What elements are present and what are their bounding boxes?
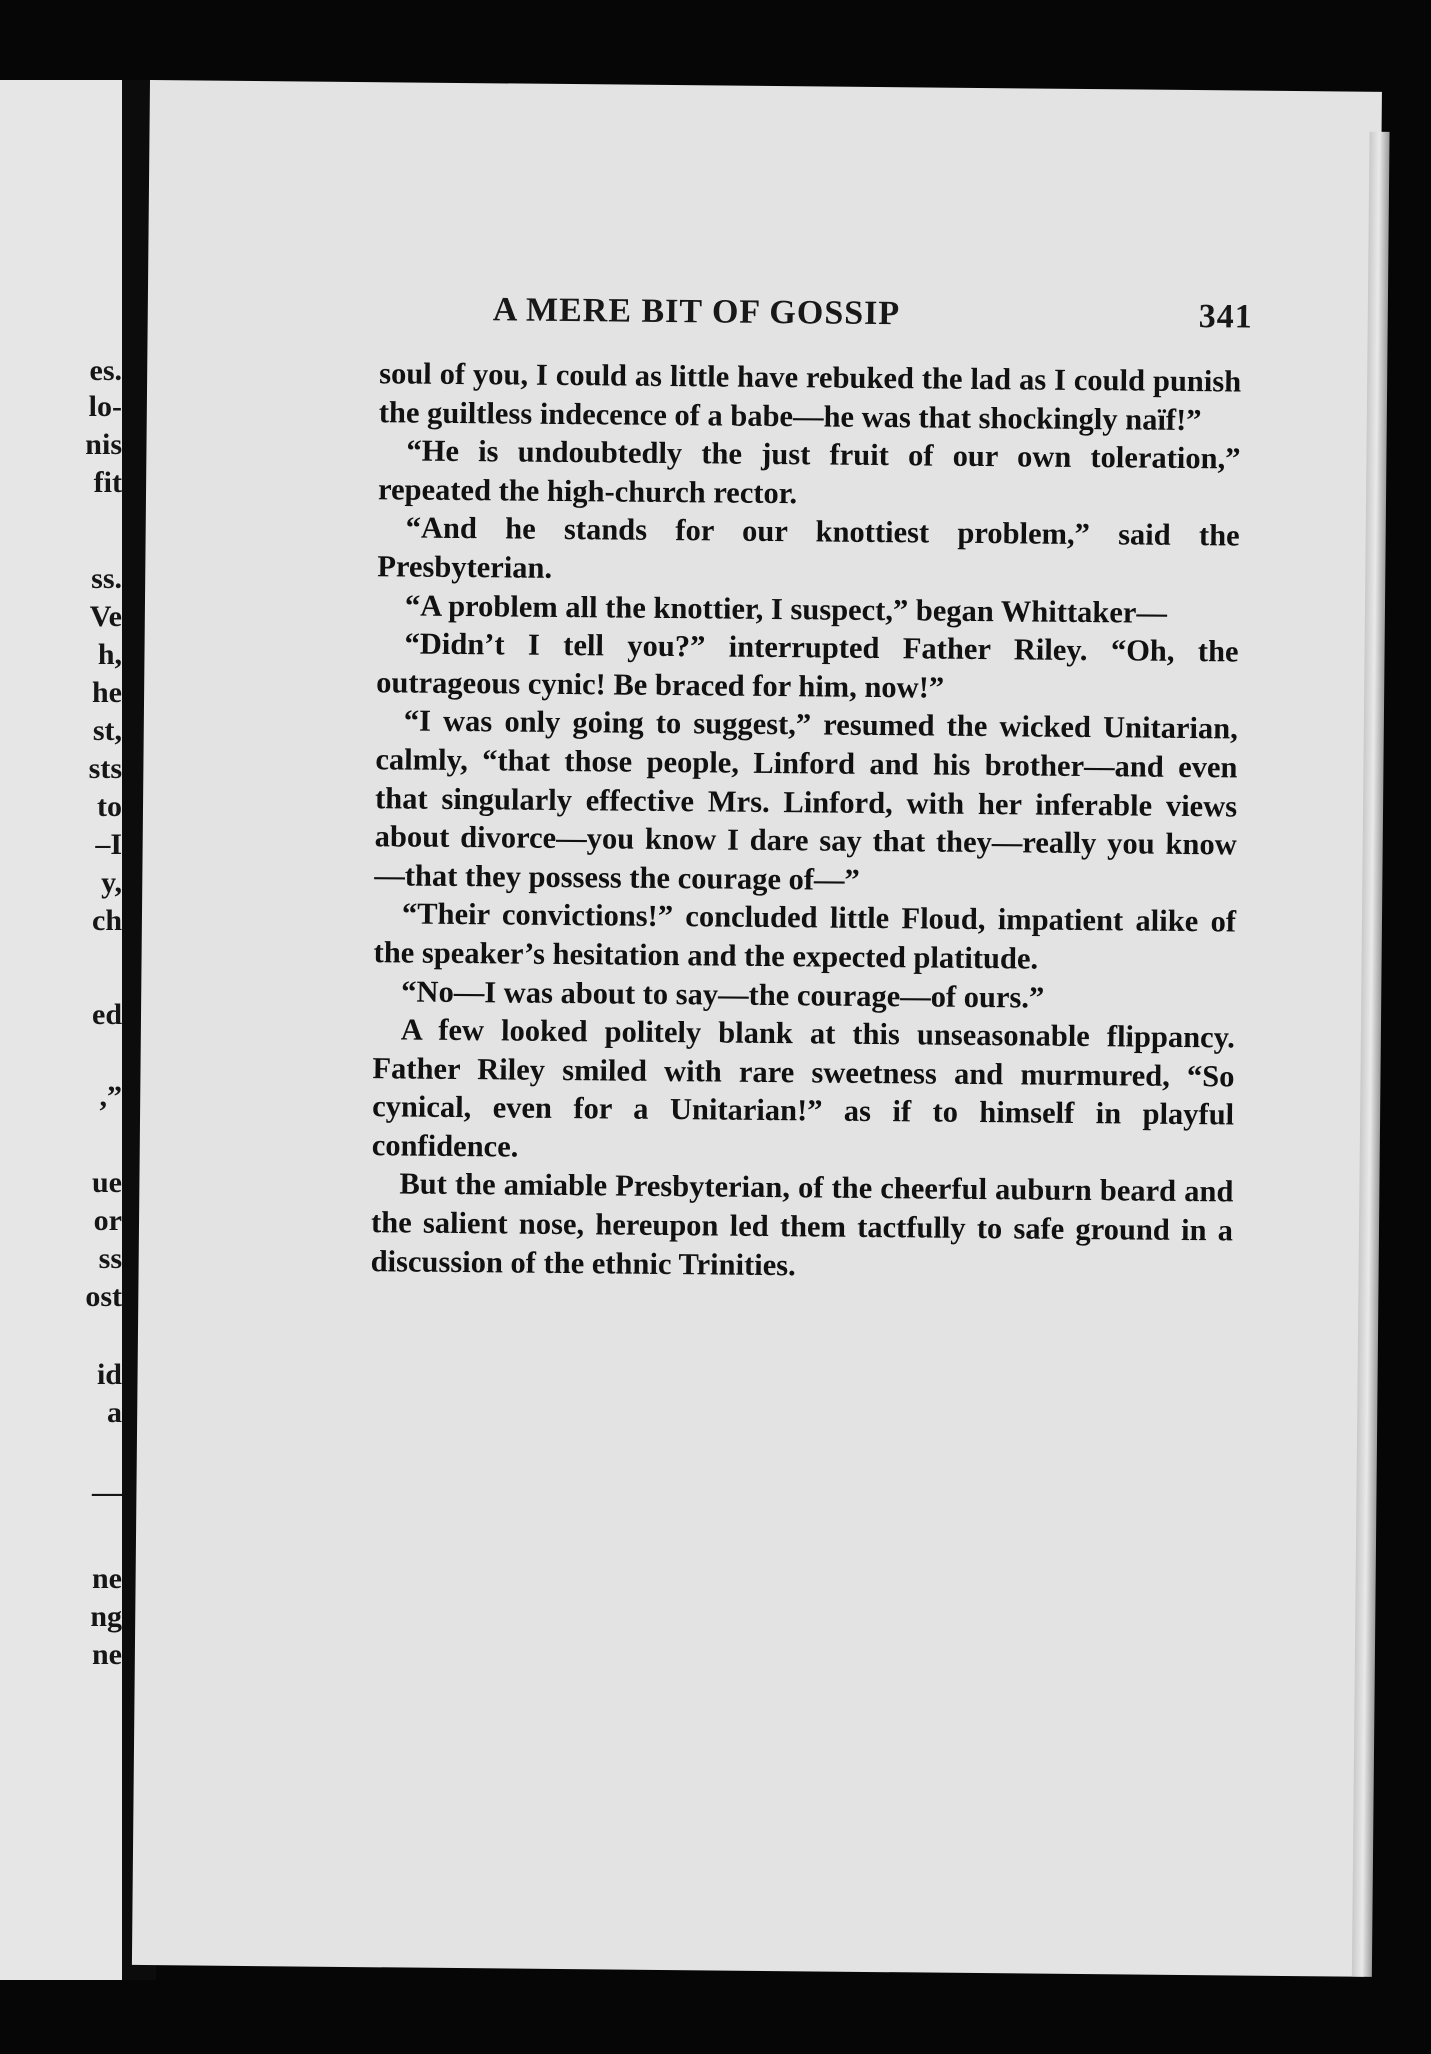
left-page-fragment: Ve xyxy=(89,600,122,633)
left-page-fragment: to xyxy=(97,790,122,823)
right-page xyxy=(132,80,1382,1977)
left-page-fragment: ue xyxy=(92,1166,122,1199)
left-page-fragment: ,” xyxy=(99,1080,122,1113)
left-page-fragment: he xyxy=(92,676,122,709)
left-page-fragment: ng xyxy=(90,1600,122,1633)
left-page-fragment: ch xyxy=(92,904,122,937)
paragraph: “A problem all the knottier, I suspect,” began Whittaker— xyxy=(404,588,1168,630)
left-page-fragment: st, xyxy=(92,714,122,747)
running-head-title: A MERE BIT OF GOSSIP xyxy=(492,291,901,333)
left-page-fragment: ne xyxy=(92,1562,122,1595)
left-page-fragment: ost xyxy=(85,1280,122,1313)
left-page-fragment: ne xyxy=(92,1638,122,1671)
paragraph: But the amiable Presbyterian, of the cheerful auburn beard and the salient nose, hereupon led them tactfully to safe ground in a discussion of the ethnic Trinities. xyxy=(370,1166,1234,1282)
paragraph: “Their convictions!” concluded little Floud, impatient alike of the speaker’s hesitation and the expected platitude. xyxy=(373,896,1237,976)
left-page-fragment: id xyxy=(96,1358,122,1391)
left-page-fragment: nis xyxy=(85,428,122,461)
paragraph: “No—I was about to say—the courage—of ours.” xyxy=(401,973,1045,1015)
left-page-fragment: y, xyxy=(101,866,122,899)
left-page-fragment: lo- xyxy=(88,390,122,423)
left-page-fragment: fit xyxy=(93,466,122,499)
running-head xyxy=(493,291,1253,336)
left-page xyxy=(0,80,128,1980)
paragraph: “Didn’t I tell you?” interrupted Father Riley. “Oh, the outrageous cynic! Be braced for him, now!” xyxy=(376,626,1239,705)
paragraph: “And he stands for our knottiest problem,” said the Presbyterian. xyxy=(377,510,1240,585)
left-page-fragment: or xyxy=(93,1204,122,1237)
left-page-fragment: sts xyxy=(88,752,122,785)
left-page-fragment: ss xyxy=(98,1242,122,1275)
paragraph: soul of you, I could as little have rebuked the lad as I could punish the guiltless indecence of a babe—he was that shockingly naïf!” xyxy=(378,356,1242,437)
paragraph: “He is undoubtedly the just fruit of our own toleration,” repeated the high-church rector. xyxy=(377,433,1241,511)
page-number: 341 xyxy=(1198,298,1253,336)
left-page-fragment: a xyxy=(107,1396,122,1429)
body-text xyxy=(370,354,1241,1288)
left-page-fragment: –I xyxy=(95,828,122,861)
left-page-fragment: ss. xyxy=(91,562,122,595)
left-page-fragment: h, xyxy=(97,638,122,671)
paragraph: “I was only going to suggest,” resumed the wicked Unitarian, calmly, “that those people, Linford and his brother—and even that singularly effective Mrs. Linford, with her inferable views about divorce—you know I dare say that they—really you know—that they possess the courage of—” xyxy=(374,703,1238,897)
left-page-fragment: ed xyxy=(92,998,122,1031)
left-page-fragment: — xyxy=(92,1476,122,1509)
page-edge xyxy=(1352,132,1390,1977)
left-page-fragment: es. xyxy=(89,354,122,387)
paragraph: A few looked politely blank at this unseasonable flippancy. Father Riley smiled with rare sweetness and murmured, “So cynical, even for a Unitarian!” as if to himself in playful confidence. xyxy=(371,1012,1236,1164)
